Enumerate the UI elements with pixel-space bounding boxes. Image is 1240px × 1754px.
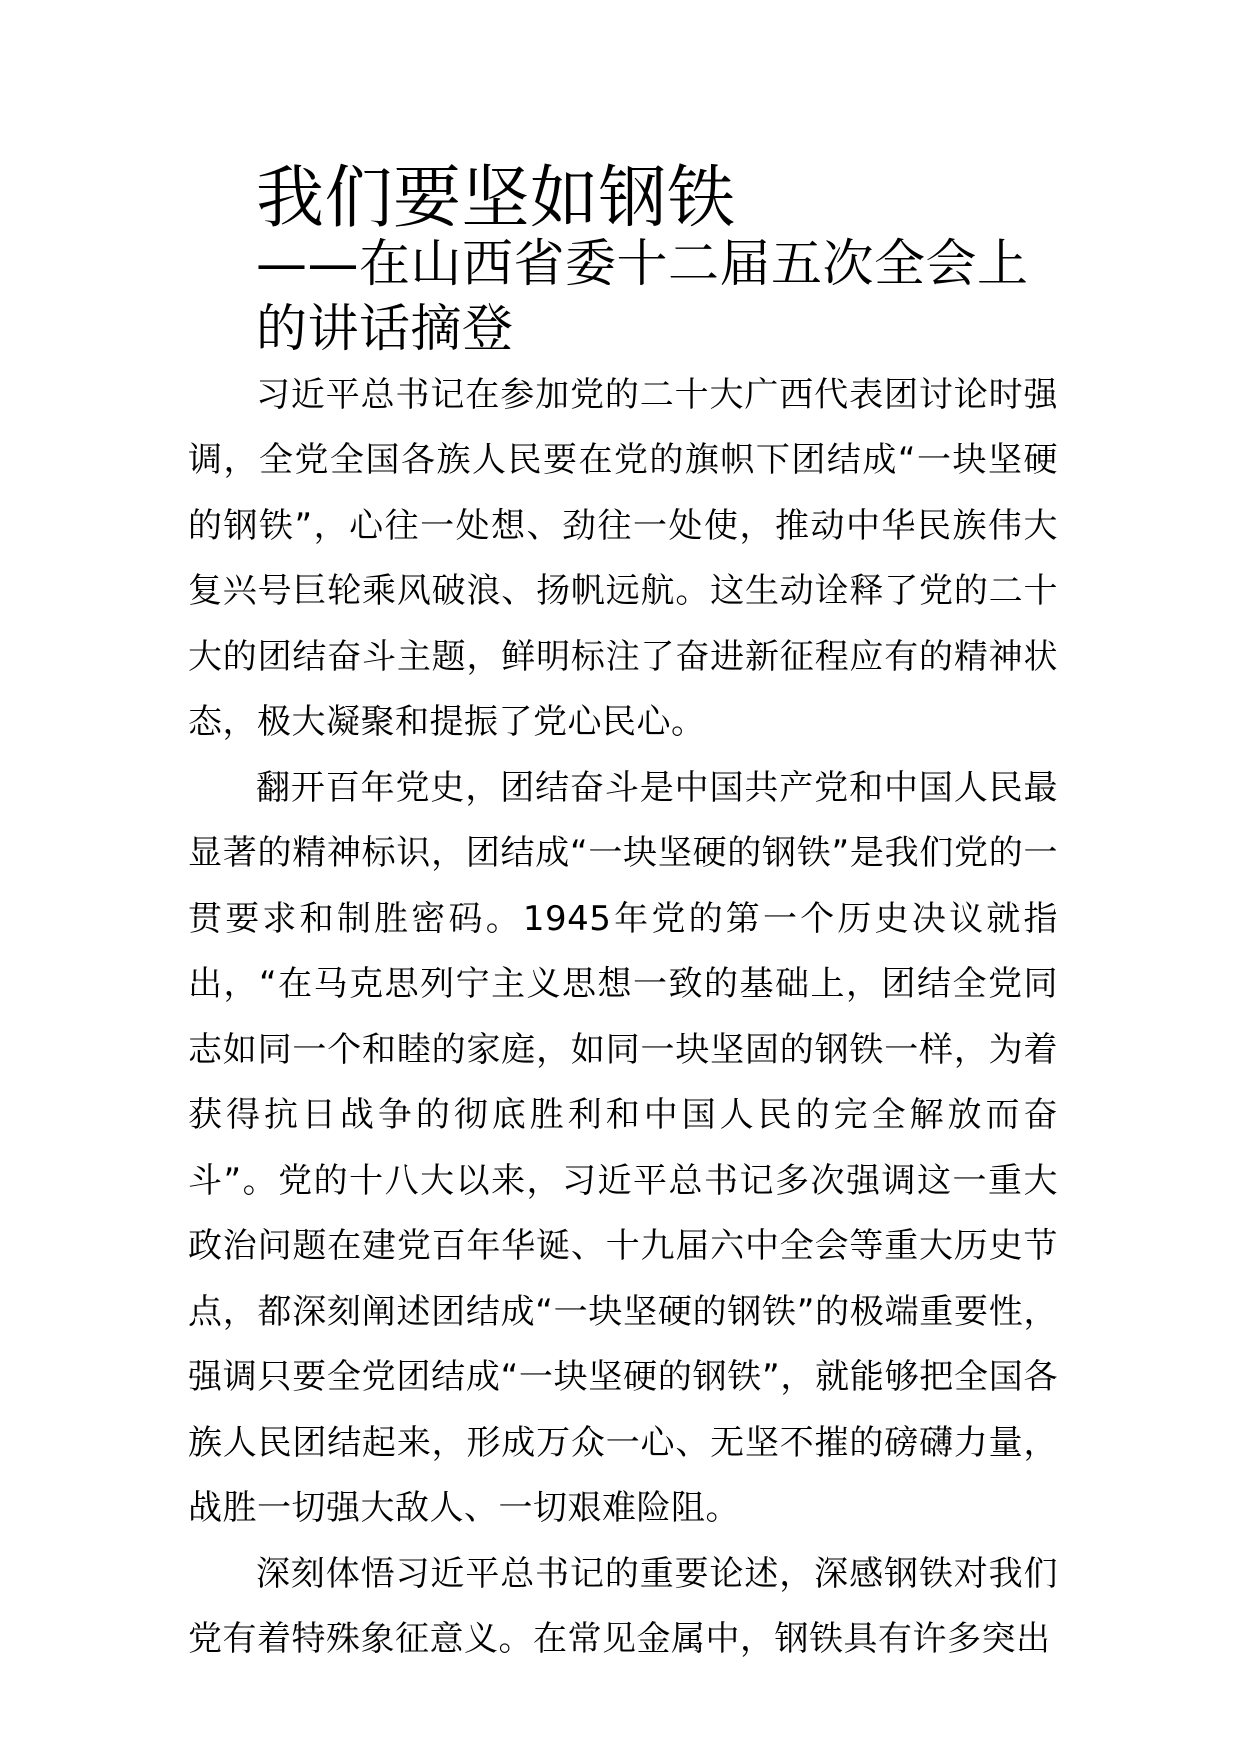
document-title: 我们要坚如钢铁 (256, 159, 736, 238)
paragraph-3: 深刻体悟习近平总书记的重要论述，深感钢铁对我们党有着特殊象征意义。在常见金属中，钢铁具有许多突出 (188, 1553, 1058, 1659)
document-subtitle: ——在山西省委十二届五次全会上的讲话摘登 (256, 234, 1029, 359)
paragraph-1: 习近平总书记在参加党的二十大广西代表团讨论时强调，全党全国各族人民要在党的旗帜下团结成“一块坚硬的钢铁”，心往一处想、劲往一处使，推动中华民族伟大复兴号巨轮乘风破浪、扬帆远航。这生动诠释了党的二十大的团结奋斗主题，鲜明标注了奋进新征程应有的精神状态，极大凝聚和提振了党心民心。 (188, 374, 1058, 742)
paragraph-2: 翻开百年党史，团结奋斗是中国共产党和中国人民最显著的精神标识，团结成“一块坚硬的钢铁”是我们党的一贯要求和制胜密码。1945年党的第一个历史决议就指出，“在马克思列宁主义思想一致的基础上，团结全党同志如同一个和睦的家庭，如同一块坚固的钢铁一样，为着获得抗日战争的彻底胜利和中国人民的完全解放而奋斗”。党的十八大以来，习近平总书记多次强调这一重大政治问题在建党百年华诞、十九届六中全会等重大历史节点，都深刻阐述团结成“一块坚硬的钢铁”的极端重要性，强调只要全党团结成“一块坚硬的钢铁”，就能够把全国各族人民团结起来，形成万众一心、无坚不摧的磅礴力量，战胜一切强大敌人、一切艰难险阻。 (188, 767, 1058, 1528)
document-body (188, 159, 1058, 1673)
